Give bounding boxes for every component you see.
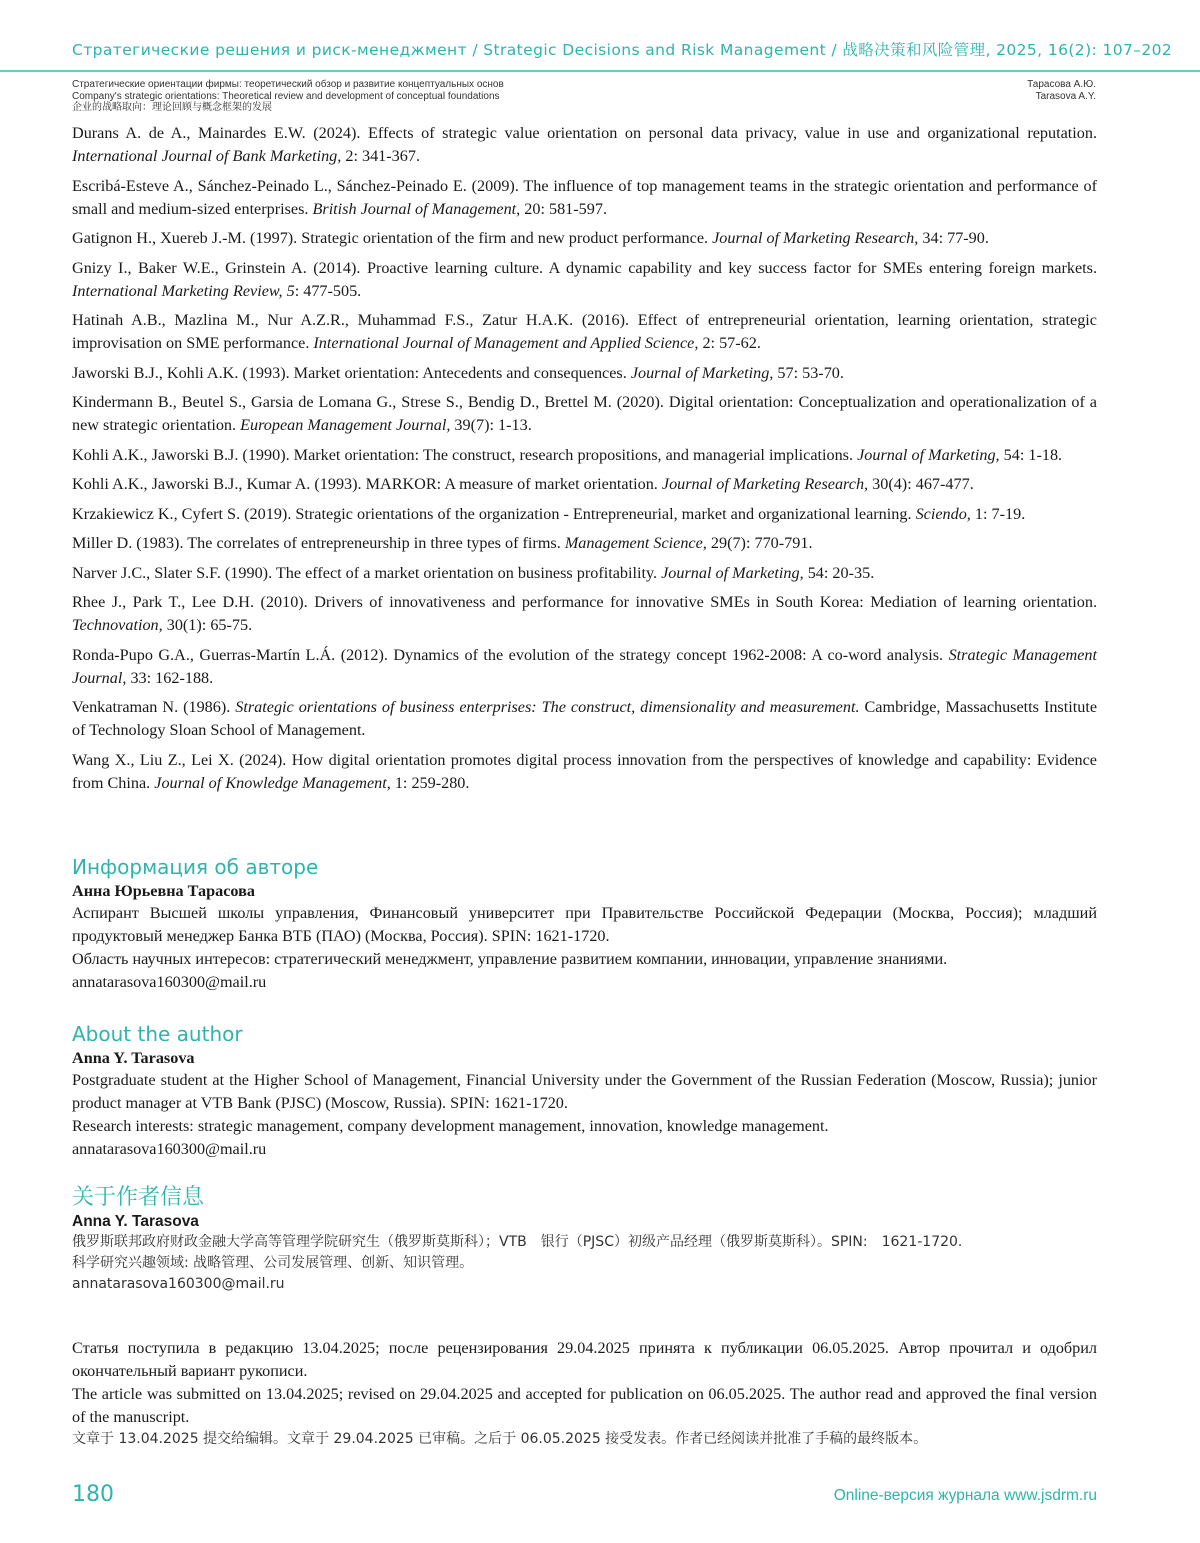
reference-text: Kindermann B., Beutel S., Garsia de Lomana G., Strese S., Bendig D., Brettel M. (2020). Digital orientation: Conceptualization and operationalization of a new strategic orientation. (72, 393, 1097, 434)
reference-journal: International Journal of Management and Applied Science, (313, 334, 699, 352)
reference-journal: European Management Journal, (240, 416, 451, 434)
reference-journal: Journal of Marketing, (661, 563, 804, 582)
reference-journal: Journal of Knowledge Management, (154, 773, 391, 792)
reference-list (72, 122, 1097, 801)
section-title-author-en: About the author (72, 1022, 243, 1046)
author-interests-ru: Область научных интересов: стратегический менеджмент, управление развитием компании, инновации, управление знаниями. (72, 950, 948, 968)
reference-item (72, 309, 1097, 355)
author-name-zh: Anna Y. Tarasova (72, 1213, 199, 1230)
reference-text: Wang X., Liu Z., Lei X. (2024). How digital orientation promotes digital process innovation from the perspectives of knowledge and capability: Evidence from China. (72, 750, 1097, 792)
reference-journal: British Journal of Management, (312, 199, 521, 218)
reference-text: Miller D. (1983). The correlates of entrepreneurship in three types of firms. (72, 534, 565, 552)
author-name-en: Anna Y. Tarasova (72, 1049, 195, 1067)
reference-item (72, 562, 1097, 585)
reference-text: Rhee J., Park T., Lee D.H. (2010). Drivers of innovativeness and performance for innovative SMEs in South Korea: Mediation of learning orientation. (72, 593, 1097, 611)
reference-details: 2: 341-367. (341, 147, 420, 165)
reference-details: 57: 53-70. (773, 363, 844, 382)
author-name-ru: Анна Юрьевна Тарасова (72, 882, 255, 900)
author-email-ru[interactable]: annatarasova160300@mail.ru (72, 973, 267, 991)
reference-details: 34: 77-90. (918, 229, 989, 247)
reference-details: 20: 581-597. (520, 199, 607, 218)
reference-details: 2: 57-62. (698, 334, 761, 352)
reference-journal: Journal of Marketing, (630, 363, 774, 382)
author-info-en (72, 1021, 1097, 1161)
reference-text: Gatignon H., Xuereb J.-M. (1997). Strategic orientation of the firm and new product performance. (72, 229, 713, 247)
author-bio-ru: Аспирант Высшей школы управления, Финансовый университет при Правительстве Российской Федерации (Москва, Россия); младший продуктовый менеджер Банка ВТБ (ПАО) (Москва, Россия). SPIN: 1621-1720. (72, 904, 1097, 945)
author-email-zh[interactable]: annatarasova160300@mail.ru (72, 1276, 285, 1292)
running-author-en: Tarasova A.Y. (1035, 90, 1096, 102)
reference-details: 30(4): 467-477. (868, 475, 974, 493)
author-info-ru (72, 854, 1097, 994)
reference-journal: International Marketing Review, 5 (72, 281, 295, 300)
journal-header: Стратегические решения и риск-менеджмент / Strategic Decisions and Risk Management / 战略决策和风险管理, 2025, 16(2): 107–202 (72, 41, 1173, 59)
author-interests-zh: 科学研究兴趣领域: 战略管理、公司发展管理、创新、知识管理。 (72, 1255, 474, 1271)
reference-text: Narver J.C., Slater S.F. (1990). The effect of a market orientation on business profitability. (72, 563, 662, 582)
author-bio-en: Postgraduate student at the Higher School of Management, Financial University under the Government of the Russian Federation (Moscow, Russia); junior product manager at VTB Bank (PJSC) (Moscow, Russia). SPIN: 1621-1720. (72, 1071, 1097, 1112)
running-author-ru: Тарасова А.Ю. (1027, 79, 1096, 90)
reference-journal: Journal of Marketing, (857, 445, 1000, 464)
reference-details: Cambridge, Massachusetts Institute of Technology Sloan School of Management. (72, 698, 1097, 739)
reference-details: 54: 1-18. (999, 445, 1063, 464)
reference-text: Ronda-Pupo G.A., Guerras-Martín L.Á. (2012). Dynamics of the evolution of the strategy concept 1962-2008: A co-word analysis. (72, 645, 949, 664)
reference-text: Gnizy I., Baker W.E., Grinstein A. (2014). Proactive learning culture. A dynamic capability and key success factor for SMEs entering foreign markets. (72, 258, 1097, 277)
reference-item (72, 444, 1097, 467)
reference-details: : 477-505. (294, 281, 362, 300)
reference-details: 1: 7-19. (970, 504, 1026, 523)
reference-journal: Sciendo, (915, 504, 971, 523)
author-bio-zh: 俄罗斯联邦政府财政金融大学高等管理学院研究生（俄罗斯莫斯科）；VTB 银行（PJSC）初级产品经理（俄罗斯莫斯科）。SPIN: 1621-1720. (72, 1234, 963, 1250)
reference-text: Krzakiewicz K., Cyfert S. (2019). Strategic orientations of the organization - Entrepreneurial, market and organizational learning. (72, 504, 916, 523)
running-title-ru: Стратегические ориентации фирмы: теоретический обзор и развитие концептуальных основ (72, 79, 504, 90)
author-email-en[interactable]: annatarasova160300@mail.ru (72, 1140, 267, 1158)
reference-item (72, 175, 1097, 221)
running-title (72, 79, 832, 114)
running-authors (1027, 79, 1096, 102)
reference-journal: Technovation, (72, 616, 163, 634)
reference-details: 1: 259-280. (390, 773, 470, 792)
reference-text: Escribá-Esteve A., Sánchez-Peinado L., Sánchez-Peinado E. (2009). The influence of top management teams in the strategic orientation and performance of small and medium-sized enterprises. (72, 176, 1097, 218)
reference-item (72, 696, 1097, 742)
page-number: 180 (72, 1482, 114, 1507)
reference-item (72, 362, 1097, 385)
reference-item (72, 532, 1097, 555)
dates-zh: 文章于 13.04.2025 提交给编辑。文章于 29.04.2025 已审稿。之后于 06.05.2025 接受发表。作者已经阅读并批准了手稿的最终版本。 (72, 1431, 928, 1447)
reference-text: Hatinah A.B., Mazlina M., Nur A.Z.R., Muhammad F.S., Zatur H.A.K. (2016). Effect of entrepreneurial orientation, learning orientation, strategic improvisation on SME performance. (72, 311, 1097, 352)
online-version-link[interactable]: Online-версия журнала www.jsdrm.ru (833, 1487, 1097, 1504)
reference-text: Durans A. de A., Mainardes E.W. (2024). Effects of strategic value orientation on personal data privacy, value in use and organizational reputation. (72, 124, 1097, 142)
submission-dates (72, 1337, 1097, 1450)
reference-item (72, 227, 1097, 250)
reference-journal: Management Science, (564, 534, 707, 552)
section-title-author-ru: Информация об авторе (72, 855, 319, 879)
reference-details: 33: 162-188. (126, 668, 214, 687)
header-divider (0, 70, 1200, 72)
dates-ru: Статья поступила в редакцию 13.04.2025; после рецензирования 29.04.2025 принята к публикации 06.05.2025. Автор прочитал и одобрил окончательный вариант рукописи. (72, 1339, 1097, 1380)
reference-item (72, 591, 1097, 637)
reference-journal: International Journal of Bank Marketing, (72, 147, 342, 165)
author-info-zh (72, 1184, 1097, 1295)
section-title-author-zh: 关于作者信息 (72, 1185, 205, 1210)
reference-item (72, 473, 1097, 496)
reference-text: Jaworski B.J., Kohli A.K. (1993). Market orientation: Antecedents and consequences. (72, 363, 631, 382)
reference-item (72, 122, 1097, 168)
running-title-en: Company's strategic orientations: Theoretical review and development of conceptual foundations (72, 90, 500, 102)
reference-details: 39(7): 1-13. (450, 416, 532, 434)
reference-details: 30(1): 65-75. (162, 616, 253, 634)
reference-item (72, 257, 1097, 303)
reference-item (72, 749, 1097, 795)
reference-item (72, 644, 1097, 690)
running-title-zh: 企业的战略取向：理论回顾与概念框架的发展 (72, 102, 272, 113)
reference-journal: Strategic Management Journal, (72, 645, 1098, 687)
reference-text: Venkatraman N. (1986). (72, 698, 236, 716)
reference-journal: Strategic orientations of business enterprises: The construct, dimensionality and measurement. (235, 698, 860, 716)
reference-journal: Journal of Marketing Research, (661, 475, 869, 493)
reference-text: Kohli A.K., Jaworski B.J. (1990). Market orientation: The construct, research propositions, and managerial implications. (72, 445, 858, 464)
reference-item (72, 503, 1097, 526)
reference-journal: Journal of Marketing Research, (712, 229, 919, 247)
reference-details: 29(7): 770-791. (706, 534, 813, 552)
dates-en: The article was submitted on 13.04.2025; revised on 29.04.2025 and accepted for publication on 06.05.2025. The author read and approved the final version of the manuscript. (72, 1385, 1097, 1426)
reference-item (72, 391, 1097, 437)
reference-details: 54: 20-35. (803, 563, 875, 582)
author-interests-en: Research interests: strategic management, company development management, innovation, knowledge management. (72, 1117, 829, 1135)
reference-text: Kohli A.K., Jaworski B.J., Kumar A. (1993). MARKOR: A measure of market orientation. (72, 475, 662, 493)
